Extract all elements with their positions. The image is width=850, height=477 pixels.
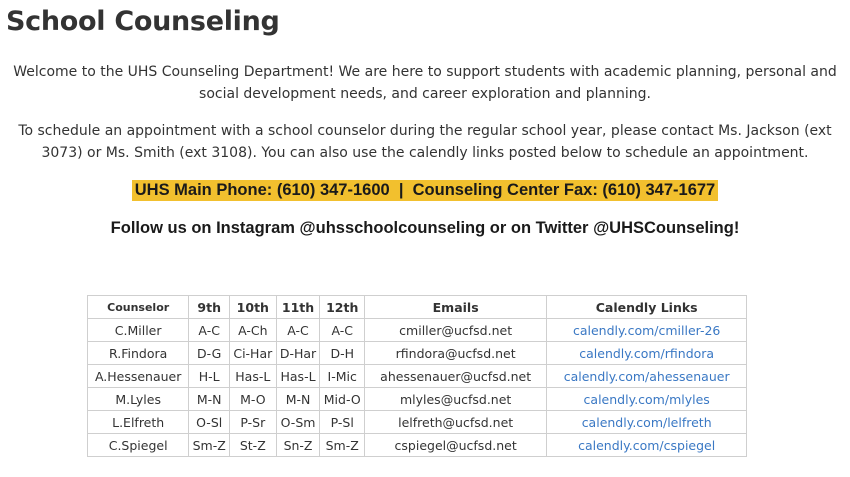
calendly-link-cell bbox=[547, 411, 747, 434]
calendly-link-cell bbox=[547, 434, 747, 457]
header-9th: 9th bbox=[189, 296, 230, 319]
grade-12-range: Mid-O bbox=[320, 388, 364, 411]
header-11th: 11th bbox=[276, 296, 320, 319]
header-calendly-links: Calendly Links bbox=[547, 296, 747, 319]
grade-12-range: P-Sl bbox=[320, 411, 364, 434]
counselor-email: cmiller@ucfsd.net bbox=[364, 319, 546, 342]
counselor-name: M.Lyles bbox=[88, 388, 189, 411]
header-counselor: Counselor bbox=[88, 296, 189, 319]
grade-12-range: Sm-Z bbox=[320, 434, 364, 457]
counselor-name: R.Findora bbox=[88, 342, 189, 365]
counselor-email: ahessenauer@ucfsd.net bbox=[364, 365, 546, 388]
calendly-link-cell bbox=[547, 388, 747, 411]
counselor-table bbox=[87, 295, 747, 457]
calendly-link-cell bbox=[547, 342, 747, 365]
counselor-email: cspiegel@ucfsd.net bbox=[364, 434, 546, 457]
contact-line bbox=[0, 180, 850, 201]
grade-12-range: I-Mic bbox=[320, 365, 364, 388]
grade-9-range: A-C bbox=[189, 319, 230, 342]
appointment-paragraph: To schedule an appointment with a school counselor during the regular school year, please contact Ms. Jackson (ext 3073) or Ms. Smith (ext 3108). You can also use the calendly links posted below to schedule an appointment. bbox=[18, 123, 832, 161]
counselor-email: mlyles@ucfsd.net bbox=[364, 388, 546, 411]
calendly-link-cell bbox=[547, 365, 747, 388]
table-row bbox=[88, 434, 747, 457]
counselor-name: C.Miller bbox=[88, 319, 189, 342]
grade-11-range: A-C bbox=[276, 319, 320, 342]
table-row bbox=[88, 342, 747, 365]
welcome-paragraph: Welcome to the UHS Counseling Department! We are here to support students with academic planning, personal and social development needs, and career exploration and planning. bbox=[13, 64, 837, 102]
counselor-name: C.Spiegel bbox=[88, 434, 189, 457]
header-10th: 10th bbox=[230, 296, 277, 319]
grade-10-range: P-Sr bbox=[230, 411, 277, 434]
grade-10-range: Has-L bbox=[230, 365, 277, 388]
table-row bbox=[88, 388, 747, 411]
calendly-link[interactable]: calendly.com/mlyles bbox=[583, 391, 710, 407]
grade-11-range: Sn-Z bbox=[276, 434, 320, 457]
grade-11-range: M-N bbox=[276, 388, 320, 411]
phone-fax-highlight: UHS Main Phone: (610) 347-1600 | Counseling Center Fax: (610) 347-1677 bbox=[132, 180, 718, 201]
calendly-link[interactable]: calendly.com/cmiller-26 bbox=[572, 322, 721, 338]
counselor-email: lelfreth@ucfsd.net bbox=[364, 411, 546, 434]
grade-9-range: M-N bbox=[189, 388, 230, 411]
grade-9-range: D-G bbox=[189, 342, 230, 365]
calendly-link-cell bbox=[547, 319, 747, 342]
calendly-link[interactable]: calendly.com/rfindora bbox=[579, 345, 715, 361]
calendly-link[interactable]: calendly.com/cspiegel bbox=[578, 437, 716, 453]
header-emails: Emails bbox=[364, 296, 546, 319]
counselor-email: rfindora@ucfsd.net bbox=[364, 342, 546, 365]
grade-10-range: M-O bbox=[230, 388, 277, 411]
table-row bbox=[88, 411, 747, 434]
grade-9-range: O-Sl bbox=[189, 411, 230, 434]
grade-10-range: A-Ch bbox=[230, 319, 277, 342]
header-12th: 12th bbox=[320, 296, 364, 319]
grade-12-range: D-H bbox=[320, 342, 364, 365]
counselor-name: A.Hessenauer bbox=[88, 365, 189, 388]
grade-9-range: Sm-Z bbox=[189, 434, 230, 457]
grade-11-range: O-Sm bbox=[276, 411, 320, 434]
social-media-line: Follow us on Instagram @uhsschoolcounseling or on Twitter @UHSCounseling! bbox=[110, 219, 740, 237]
calendly-link[interactable]: calendly.com/ahessenauer bbox=[563, 368, 730, 384]
calendly-link[interactable]: calendly.com/lelfreth bbox=[581, 414, 712, 430]
grade-9-range: H-L bbox=[189, 365, 230, 388]
table-row bbox=[88, 319, 747, 342]
counselor-name: L.Elfreth bbox=[88, 411, 189, 434]
page-title: School Counseling bbox=[6, 6, 280, 37]
grade-10-range: Ci-Har bbox=[230, 342, 277, 365]
table-row bbox=[88, 365, 747, 388]
grade-10-range: St-Z bbox=[230, 434, 277, 457]
grade-11-range: D-Har bbox=[276, 342, 320, 365]
grade-11-range: Has-L bbox=[276, 365, 320, 388]
grade-12-range: A-C bbox=[320, 319, 364, 342]
table-header-row bbox=[88, 296, 747, 319]
